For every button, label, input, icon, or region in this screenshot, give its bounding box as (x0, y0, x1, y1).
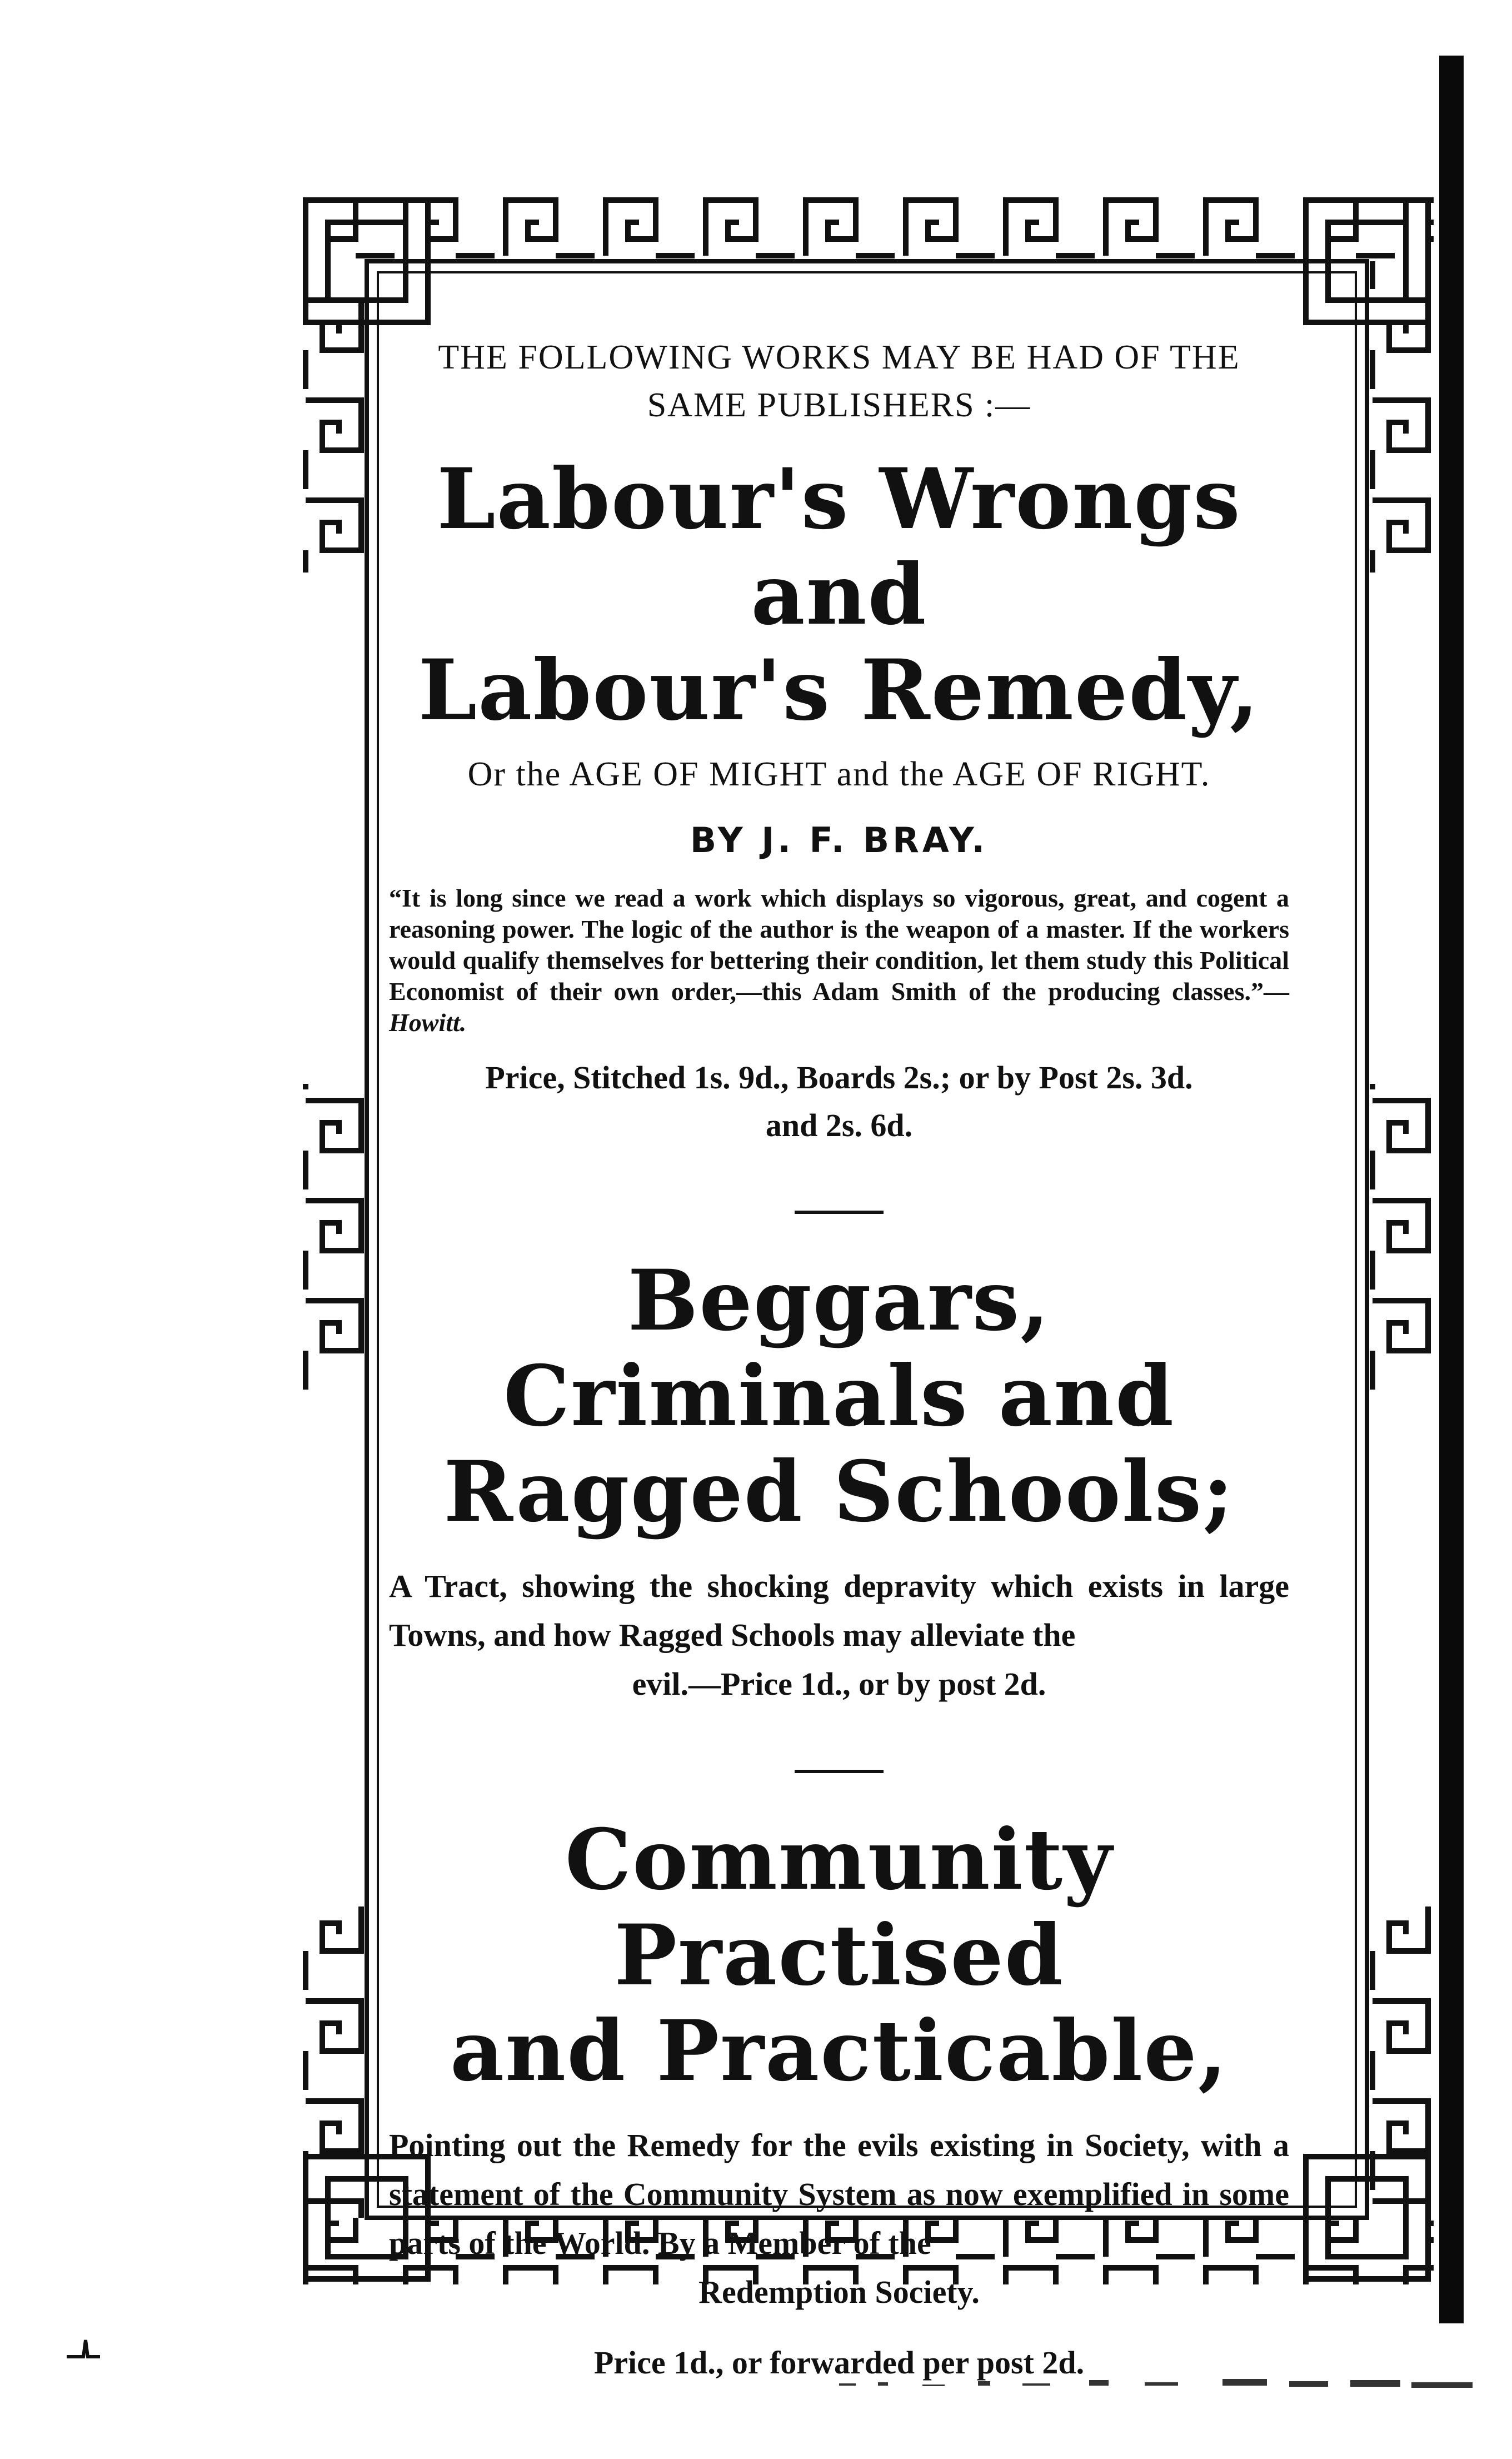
author-line: BY J. F. BRAY. (690, 820, 989, 860)
work-description: Pointing out the Remedy for the evils existing in Society, with a statement of the Community System as now exemplified in some parts of the World. By a Member of the (389, 2127, 1289, 2261)
work-title: and Practicable, (450, 2002, 1229, 2100)
work-title: Ragged Schools; (443, 1443, 1235, 1541)
work-description: A Tract, showing the shocking depravity which exists in large Towns, and how Ragged Schools may alleviate the (389, 1568, 1289, 1653)
work-title: Community Practised (565, 1811, 1114, 2004)
section-divider (795, 1211, 884, 1214)
price-line: Price 1d., or forwarded per post 2d. (593, 2344, 1085, 2381)
intro-line: THE FOLLOWING WORKS MAY BE HAD OF THE (438, 339, 1240, 376)
work-subtitle: Or the AGE OF MIGHT and the AGE OF RIGHT. (467, 755, 1211, 793)
intro-line: SAME PUBLISHERS :— (647, 386, 1031, 424)
advertisement-panel (389, 333, 1289, 2387)
scan-edge-shadow (1439, 56, 1464, 2323)
work-title: Labour's Remedy, (418, 641, 1260, 739)
work-title: Beggars, Criminals and (503, 1252, 1175, 1445)
review-quote (389, 883, 1289, 1038)
quote-attribution: Howitt. (389, 1008, 467, 1037)
price-line: and 2s. 6d. (765, 1107, 913, 1143)
work-title: Labour's Wrongs and (437, 450, 1241, 644)
work-description: Redemption Society. (698, 2274, 980, 2310)
section-divider (795, 1770, 884, 1773)
price-line: Price, Stitched 1s. 9d., Boards 2s.; or by Post 2s. 3d. (485, 1059, 1193, 1096)
quote-text: “It is long since we read a work which displays so vigorous, great, and cogent a reasoning power. The logic of the author is the weapon of a master. If the workers would qualify themselves for bettering their condition, let them study this Political Economist of their own order,—this Adam Smith of the producing classes.”— (389, 884, 1289, 1005)
scan-mark (67, 2329, 100, 2362)
work-description: evil.—Price 1d., or by post 2d. (632, 1666, 1046, 1702)
